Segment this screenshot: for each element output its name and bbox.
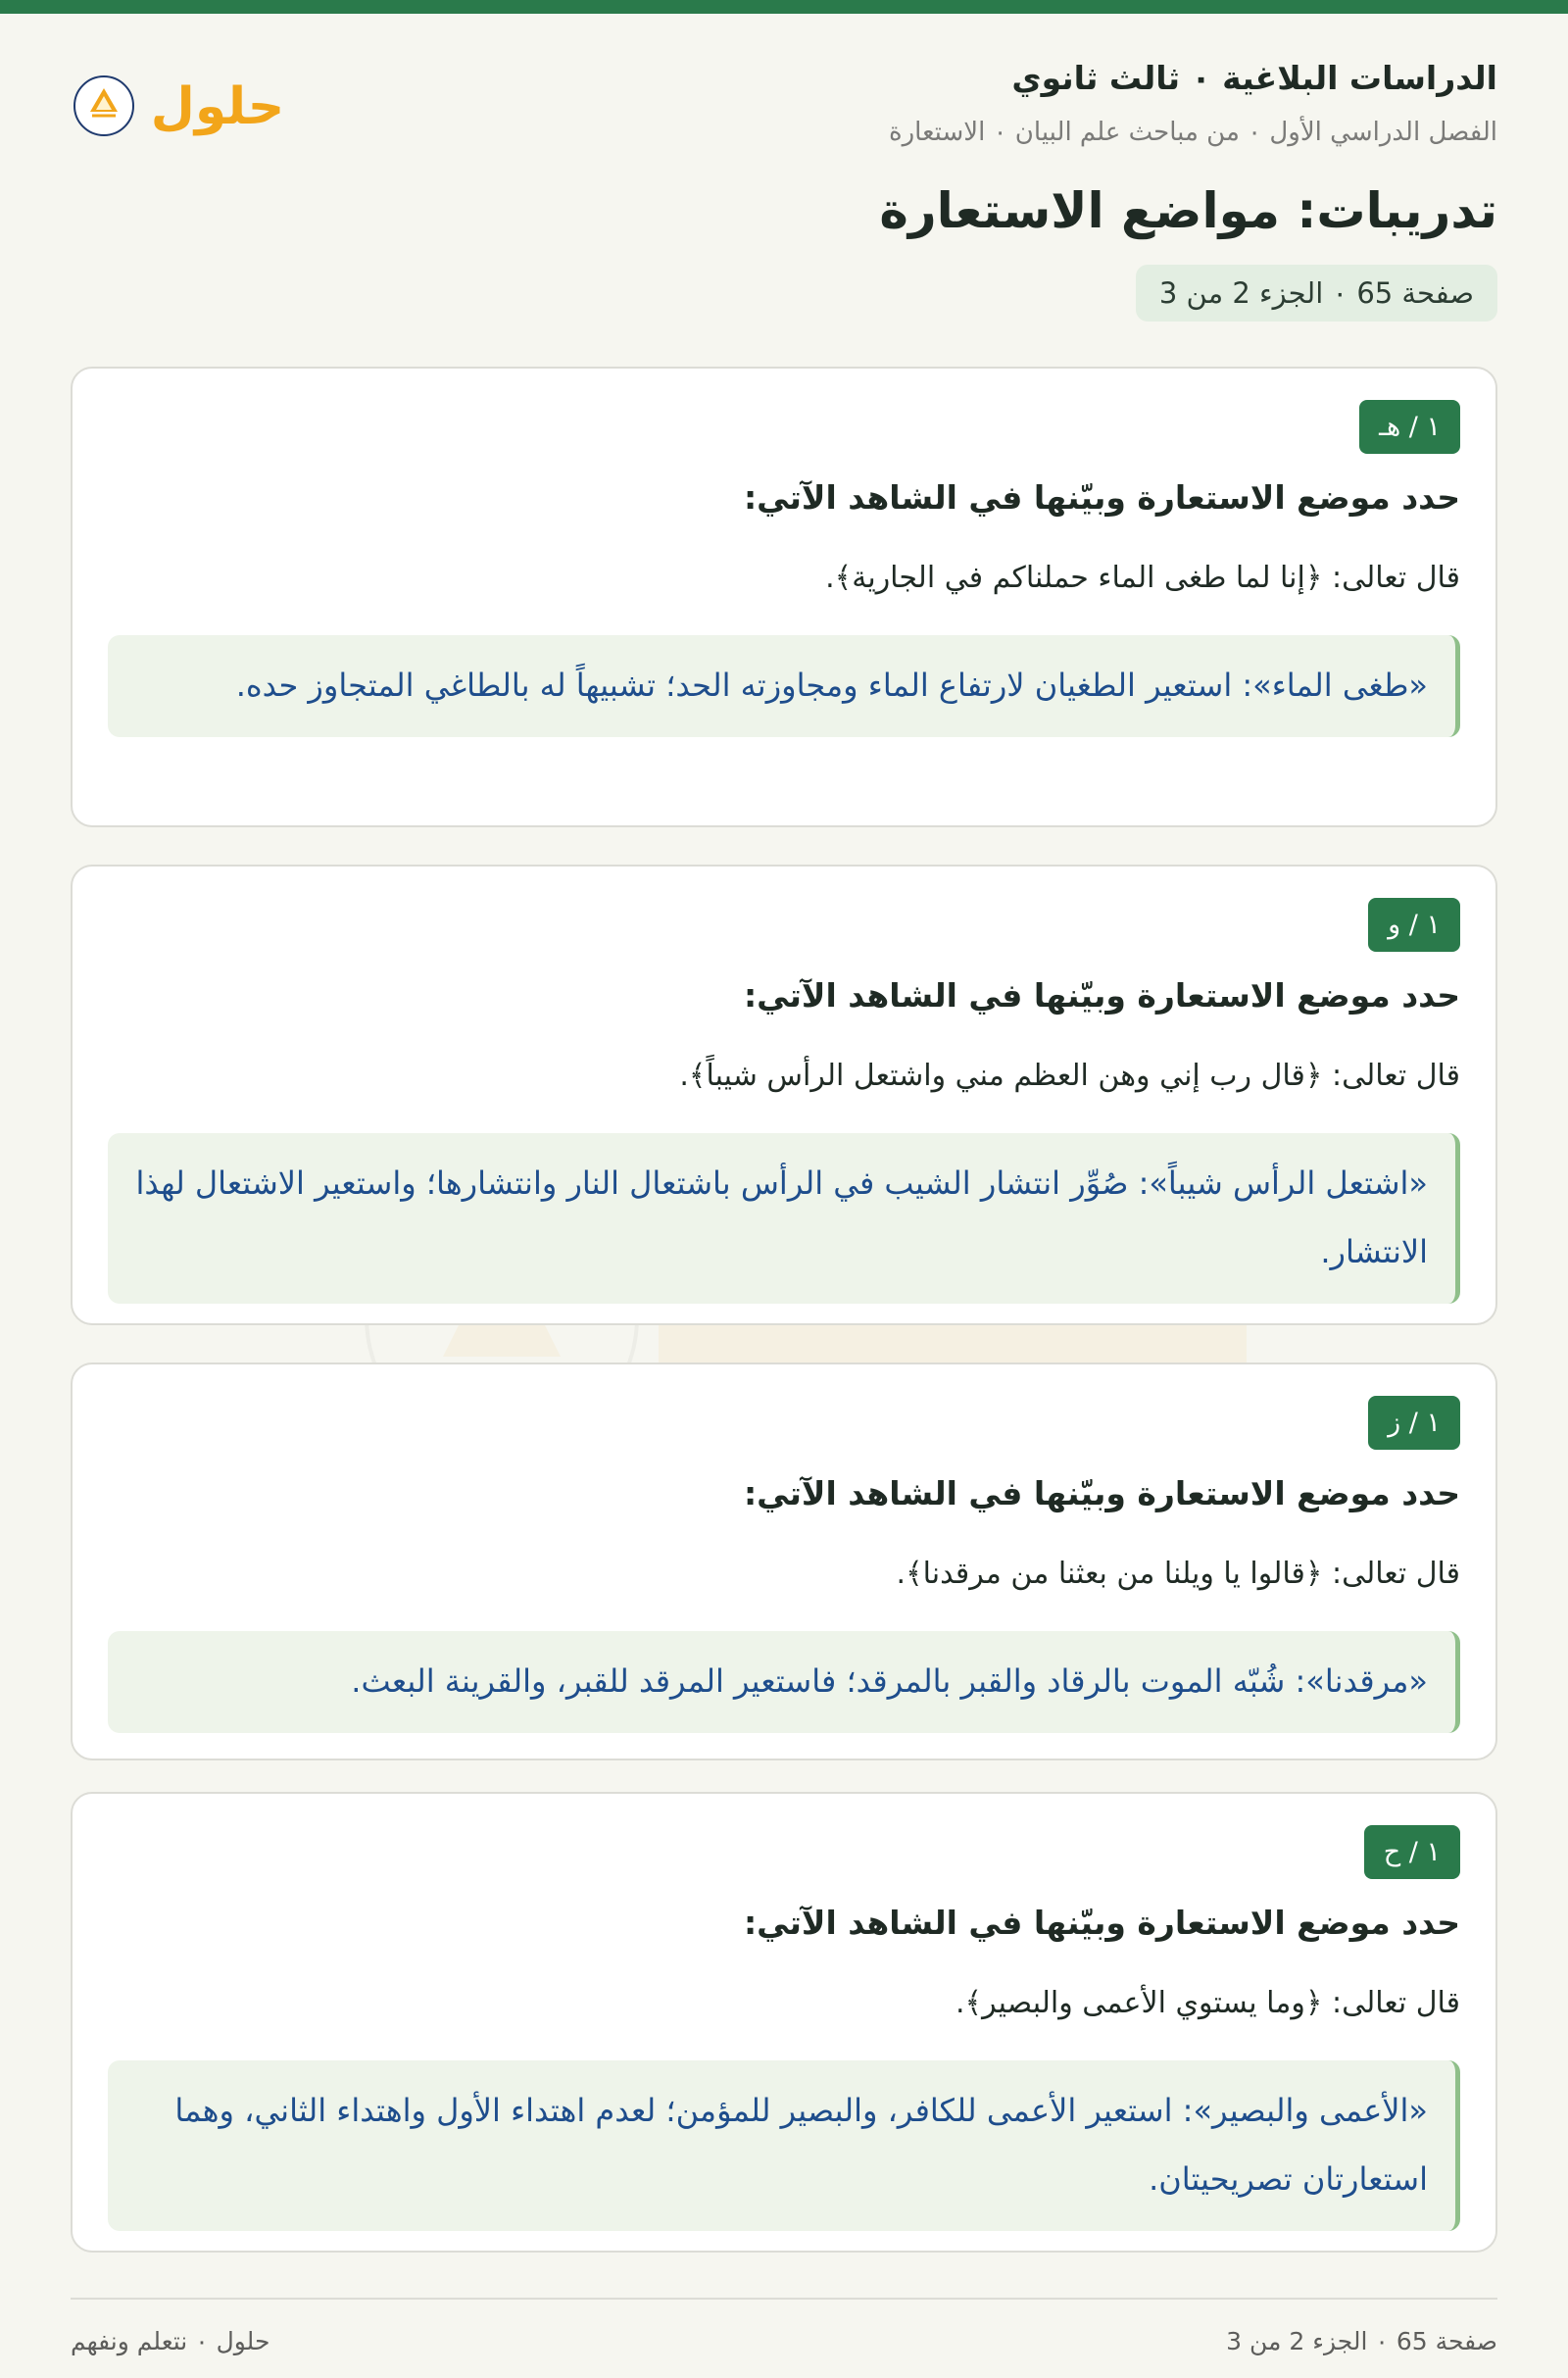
exercise-answer: «الأعمى والبصير»: استعير الأعمى للكافر، والبصير للمؤمن؛ لعدم اهتداء الأول واهتداء الثاني، وهما استعارتان تصريحيتان. bbox=[108, 2060, 1460, 2231]
footer-page-info: صفحة 65 ٠ الجزء 2 من 3 bbox=[1226, 2327, 1497, 2355]
exercise-question: حدد موضع الاستعارة وبيّنها في الشاهد الآتي: bbox=[743, 1904, 1460, 1942]
exercise-number-badge: ١ / هـ bbox=[1359, 400, 1460, 454]
exercise-number-badge: ١ / و bbox=[1368, 898, 1460, 952]
exercise-card bbox=[71, 1792, 1497, 2253]
hulul-logo[interactable] bbox=[71, 59, 306, 147]
exercise-card bbox=[71, 1362, 1497, 1760]
exercise-number-badge: ١ / ح bbox=[1364, 1825, 1460, 1879]
exercise-card bbox=[71, 367, 1497, 827]
exercise-answer: «طغى الماء»: استعير الطغيان لارتفاع الماء ومجاوزته الحد؛ تشبيهاً له بالطاغي المتجاوز حده. bbox=[108, 635, 1460, 737]
logo-text: حلول bbox=[150, 77, 285, 136]
exercise-question: حدد موضع الاستعارة وبيّنها في الشاهد الآتي: bbox=[743, 976, 1460, 1015]
exercise-question: حدد موضع الاستعارة وبيّنها في الشاهد الآتي: bbox=[743, 478, 1460, 517]
page bbox=[71, 14, 1497, 2377]
exercise-number-badge: ١ / ز bbox=[1368, 1396, 1460, 1450]
exercise-verse: قال تعالى: ﴿وما يستوي الأعمى والبصير﴾. bbox=[955, 1986, 1460, 2020]
exercise-verse: قال تعالى: ﴿إنا لما طغى الماء حملناكم في الجارية﴾. bbox=[825, 561, 1460, 595]
breadcrumb: الفصل الدراسي الأول ٠ من مباحث علم البيان ٠ الاستعارة bbox=[888, 118, 1497, 147]
footer-brand: حلول ٠ نتعلم ونفهم bbox=[71, 2327, 270, 2355]
exercise-answer: «مرقدنا»: شُبّه الموت بالرقاد والقبر بالمرقد؛ فاستعير المرقد للقبر، والقرينة البعث. bbox=[108, 1631, 1460, 1733]
exercise-card bbox=[71, 865, 1497, 1325]
book-title: الدراسات البلاغية ٠ ثالث ثانوي bbox=[1011, 59, 1497, 97]
page-badge: صفحة 65 ٠ الجزء 2 من 3 bbox=[1136, 265, 1497, 322]
exercise-verse: قال تعالى: ﴿قالوا يا ويلنا من بعثنا من مرقدنا﴾. bbox=[896, 1557, 1460, 1591]
top-accent-bar bbox=[0, 0, 1568, 14]
exercise-question: حدد موضع الاستعارة وبيّنها في الشاهد الآتي: bbox=[743, 1474, 1460, 1512]
exercise-verse: قال تعالى: ﴿قال رب إني وهن العظم مني واشتعل الرأس شيباً﴾. bbox=[679, 1059, 1460, 1093]
page-header bbox=[71, 14, 1497, 310]
book-icon bbox=[74, 76, 133, 135]
page-footer bbox=[71, 2298, 1497, 2378]
exercise-answer: «اشتعل الرأس شيباً»: صُوِّر انتشار الشيب في الرأس باشتعال النار وانتشارها؛ واستعير الاشتعال لهذا الانتشار. bbox=[108, 1133, 1460, 1304]
page-title: تدريبات: مواضع الاستعارة bbox=[879, 182, 1497, 239]
